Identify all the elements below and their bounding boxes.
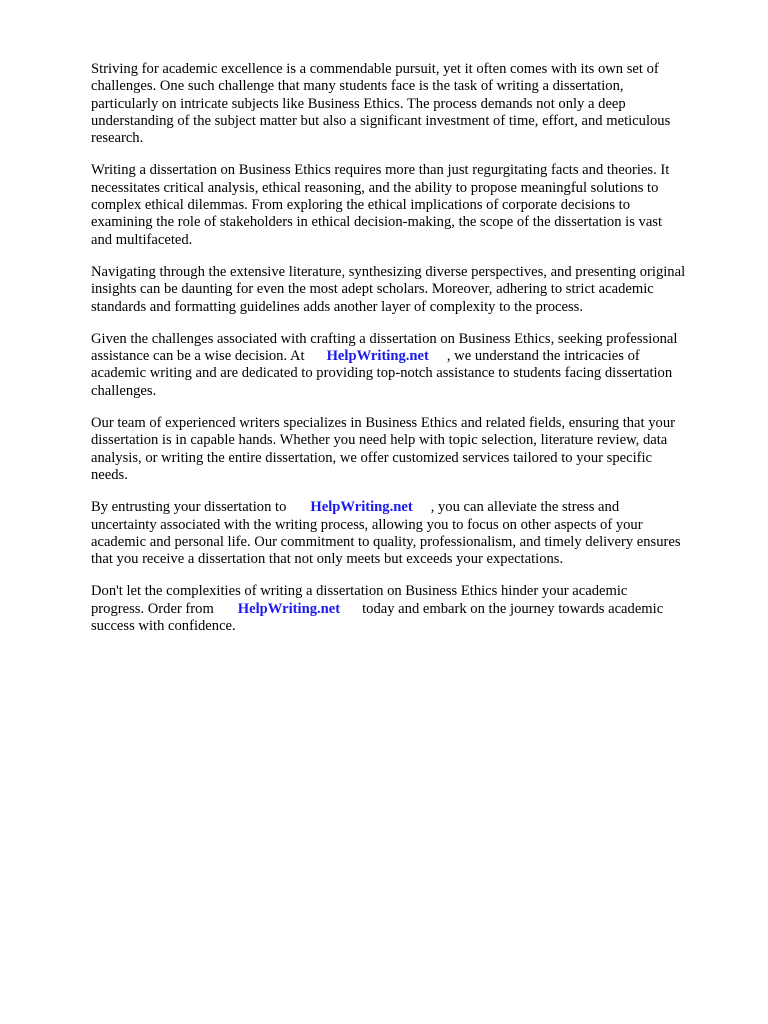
text-line <box>91 601 731 618</box>
text-line: challenges. <box>91 382 157 399</box>
text-line: uncertainty associated with the writing process, allowing you to focus on other aspects of your <box>91 516 643 533</box>
paragraph-call-to-action <box>91 583 731 635</box>
paragraph-intro <box>91 61 731 147</box>
text-line: success with confidence. <box>91 618 236 635</box>
paragraph-assistance <box>91 331 731 400</box>
text-line: examining the role of stakeholders in ethical decision-making, the scope of the dissertation is vast <box>91 214 663 231</box>
text-line: academic writing and are dedicated to providing top-notch assistance to students facing dissertation <box>91 365 673 382</box>
text-line: Given the challenges associated with crafting a dissertation on Business Ethics, seeking professional <box>91 330 678 347</box>
text-line: challenges. One such challenge that many students face is the task of writing a dissertation, <box>91 78 624 95</box>
text-line: particularly on intricate subjects like Business Ethics. The process demands not only a deep <box>91 95 626 112</box>
text-line: Don't let the complexities of writing a dissertation on Business Ethics hinder your academic <box>91 583 628 600</box>
paragraph-requirements <box>91 162 731 248</box>
text-line: Writing a dissertation on Business Ethics requires more than just regurgitating facts and theories. It <box>91 162 670 179</box>
document-page <box>91 61 731 650</box>
text-line: understanding of the subject matter but also a significant investment of time, effort, and meticulous <box>91 112 671 129</box>
text-line: and multifaceted. <box>91 231 193 248</box>
text-segment: assistance can be a wise decision. At <box>91 348 305 365</box>
text-line: academic and personal life. Our commitment to quality, professionalism, and timely delivery ensures <box>91 533 681 550</box>
helpwriting-link[interactable]: HelpWriting.net <box>237 600 341 617</box>
text-segment: , you can alleviate the stress and <box>430 499 620 516</box>
text-line: needs. <box>91 466 128 483</box>
text-line <box>91 348 731 365</box>
text-line: complex ethical dilemmas. From exploring the ethical implications of corporate decisions to <box>91 197 631 214</box>
text-segment: By entrusting your dissertation to <box>91 499 287 516</box>
helpwriting-link[interactable]: HelpWriting.net <box>310 499 413 516</box>
text-line: insights can be daunting for even the most adept scholars. Moreover, adhering to strict academic <box>91 281 654 298</box>
paragraph-team <box>91 415 731 484</box>
text-line: Our team of experienced writers specializes in Business Ethics and related fields, ensuring that your <box>91 415 675 432</box>
helpwriting-link[interactable]: HelpWriting.net <box>326 348 429 365</box>
text-line: research. <box>91 130 144 147</box>
text-line: standards and formatting guidelines adds another layer of complexity to the process. <box>91 298 583 315</box>
text-line: necessitates critical analysis, ethical reasoning, and the ability to propose meaningful solutions to <box>91 179 659 196</box>
paragraph-literature <box>91 264 731 316</box>
text-segment: progress. Order from <box>91 600 214 617</box>
text-line: dissertation is in capable hands. Whether you need help with topic selection, literature review, data <box>91 432 668 449</box>
text-line: that you receive a dissertation that not only meets but exceeds your expectations. <box>91 551 564 568</box>
text-line: analysis, or writing the entire dissertation, we offer customized services tailored to your specific <box>91 449 653 466</box>
text-segment: , we understand the intricacies of <box>446 348 640 365</box>
paragraph-entrusting <box>91 499 731 568</box>
text-segment: today and embark on the journey towards academic <box>362 600 664 617</box>
text-line <box>91 499 731 516</box>
text-line: Navigating through the extensive literature, synthesizing diverse perspectives, and presenting original <box>91 263 686 280</box>
text-line: Striving for academic excellence is a commendable pursuit, yet it often comes with its own set of <box>91 61 659 77</box>
